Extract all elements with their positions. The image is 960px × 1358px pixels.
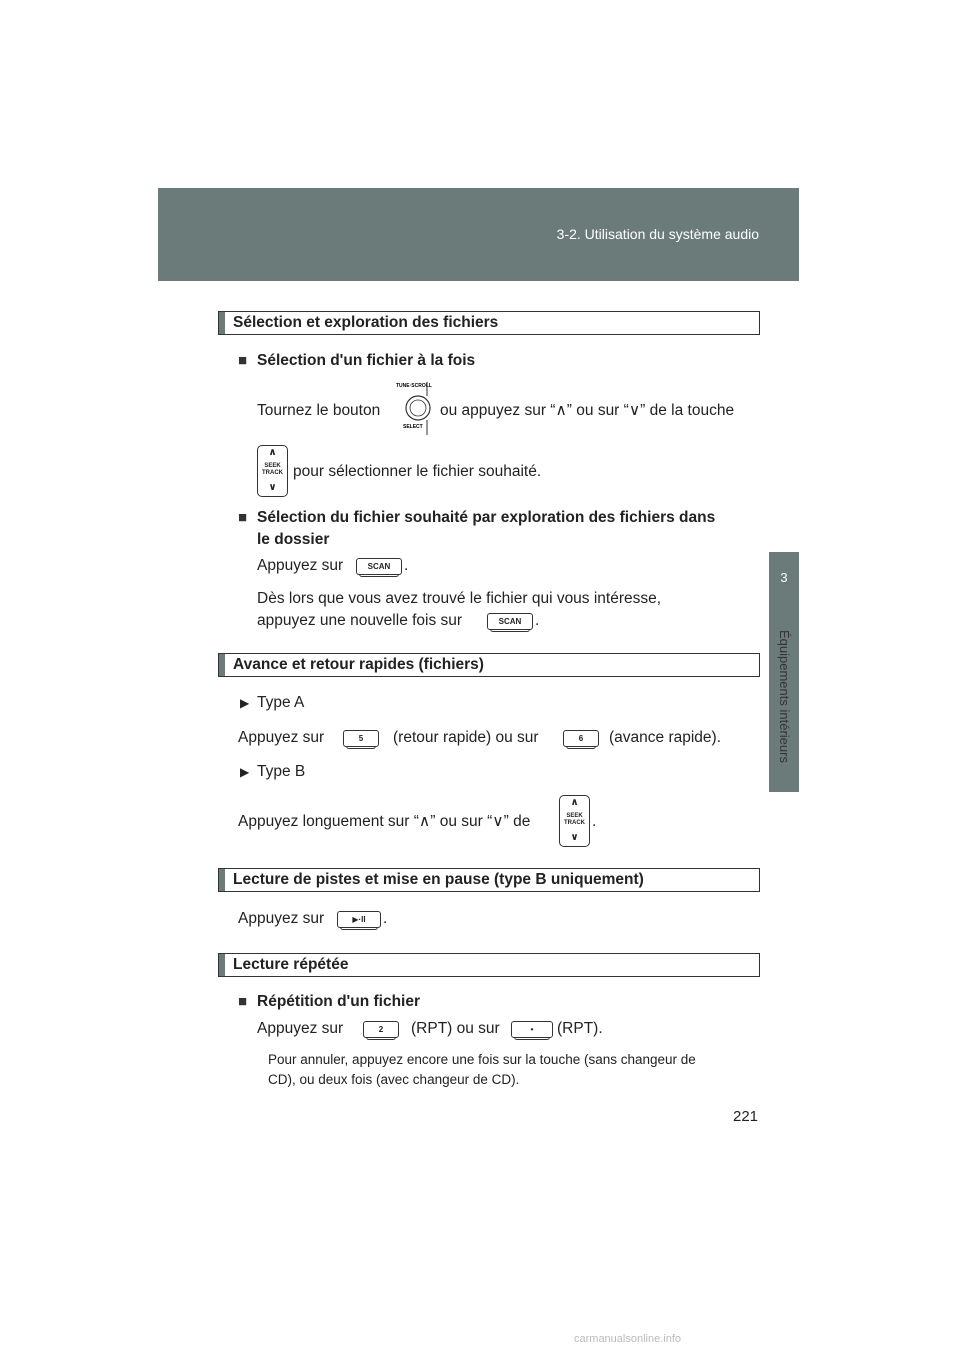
track-label: TRACK — [262, 470, 283, 476]
watermark-text: carmanualsonline.info — [574, 1333, 682, 1345]
subheading-one-file: Sélection d'un fichier à la fois — [257, 352, 476, 369]
text-once-found: Dès lors que vous avez trouvé le fichier qui vous intéresse, — [257, 590, 662, 607]
triangle-bullet-icon: ▶ — [240, 696, 250, 710]
chevron-up-icon: ∧ — [268, 447, 277, 458]
square-bullet-icon: ■ — [238, 993, 248, 1010]
chevron-up-icon: ∧ — [570, 797, 579, 808]
period: . — [404, 557, 409, 574]
seek-label: SEEK — [566, 813, 583, 819]
text-press-on: Appuyez sur — [257, 1020, 344, 1037]
section-title: Sélection et exploration des fichiers — [233, 314, 499, 331]
text-rewind: (retour rapide) ou sur — [393, 729, 539, 746]
button-6-icon: 6 — [563, 730, 599, 747]
knob-bottom-label: SELECT — [403, 424, 423, 430]
text-rpt-or: (RPT) ou sur — [411, 1020, 500, 1037]
breadcrumb: 3-2. Utilisation du système audio — [556, 226, 759, 242]
period: . — [383, 910, 388, 927]
text-press-on: Appuyez sur — [238, 910, 325, 927]
subheading-repeat-file: Répétition d'un fichier — [257, 993, 420, 1010]
type-a-label: Type A — [257, 694, 305, 711]
section-title: Lecture de pistes et mise en pause (type B uniquement) — [233, 871, 644, 888]
text-turn-knob: Tournez le bouton — [257, 402, 381, 419]
seek-label: SEEK — [264, 463, 281, 469]
page-number: 221 — [733, 1108, 759, 1125]
button-2-icon: 2 — [363, 1021, 399, 1038]
section-heading-selection — [218, 311, 760, 335]
type-b-label: Type B — [257, 763, 306, 780]
tune-knob-icon — [390, 380, 438, 436]
square-bullet-icon: ■ — [238, 352, 248, 369]
scan-button-icon: SCAN — [356, 558, 402, 575]
text-press-again: appuyez une nouvelle fois sur — [257, 612, 463, 629]
square-bullet-icon: ■ — [238, 509, 248, 526]
chapter-label: Équipements intérieurs — [777, 630, 792, 763]
text-press-on: Appuyez sur — [257, 557, 344, 574]
section-heading-fast — [218, 653, 760, 677]
seek-track-button-icon — [257, 445, 288, 497]
track-label: TRACK — [564, 820, 585, 826]
section-title: Lecture répétée — [233, 956, 349, 973]
section-heading-play-pause — [218, 868, 760, 892]
note-line-2: CD), ou deux fois (avec changeur de CD). — [268, 1072, 520, 1087]
subheading-scan-l1: Sélection du fichier souhaité par exploration des fichiers dans — [257, 509, 716, 526]
chevron-down-icon: ∨ — [268, 482, 277, 493]
text-or-press: ou appuyez sur “∧” ou sur “∨” de la touche — [440, 402, 735, 419]
section-heading-repeat — [218, 953, 760, 977]
scan-button-icon: SCAN — [487, 613, 533, 630]
period: . — [535, 612, 540, 629]
period: . — [592, 813, 597, 830]
chevron-down-icon: ∨ — [570, 832, 579, 843]
play-pause-button-icon: ▶·II — [337, 911, 381, 928]
section-title: Avance et retour rapides (fichiers) — [233, 656, 484, 673]
chapter-number: 3 — [780, 570, 788, 585]
text-long-press: Appuyez longuement sur “∧” ou sur “∨” de — [238, 813, 531, 830]
knob-top-label: TUNE·SCROLL — [396, 383, 432, 389]
dot-button-icon: • — [511, 1021, 553, 1038]
seek-track-button-icon — [559, 795, 590, 847]
subheading-scan-l2: le dossier — [257, 531, 330, 548]
button-5-icon: 5 — [343, 730, 379, 747]
text-press-on: Appuyez sur — [238, 729, 325, 746]
text-rpt-end: (RPT). — [557, 1020, 603, 1037]
text-fast-forward: (avance rapide). — [609, 729, 722, 746]
triangle-bullet-icon: ▶ — [240, 765, 250, 779]
text-select-file: pour sélectionner le fichier souhaité. — [293, 463, 542, 480]
header-band — [158, 188, 799, 281]
note-line-1: Pour annuler, appuyez encore une fois sur la touche (sans changeur de — [268, 1052, 696, 1067]
